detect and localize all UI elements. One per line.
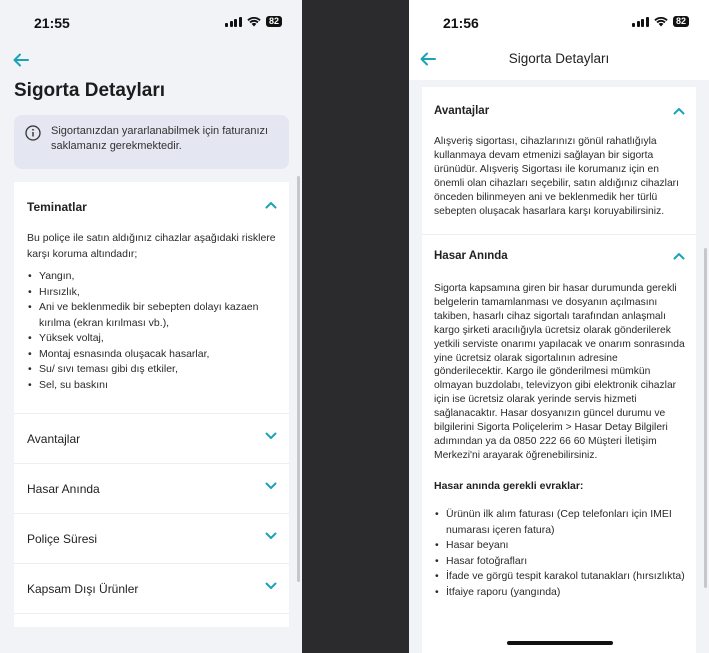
signal-icon <box>225 17 242 27</box>
list-item: • İtfaiye raporu (yangında) <box>434 585 688 601</box>
list-item: • Hasar beyanı <box>434 538 688 554</box>
navigation-bar <box>409 0 709 80</box>
list-item: • Yangın, <box>27 269 279 285</box>
status-time: 21:55 <box>34 15 70 31</box>
accordion-avantajlar <box>422 87 696 235</box>
accordion-avantajlar[interactable] <box>14 414 289 464</box>
back-arrow-icon[interactable] <box>12 52 30 68</box>
accordion-card <box>422 87 696 653</box>
accordion-title: Kapsam Dışı Ürünler <box>27 582 139 596</box>
chevron-down-icon[interactable] <box>265 482 277 490</box>
battery-icon: 82 <box>266 16 282 27</box>
wifi-icon <box>247 17 261 27</box>
signal-icon <box>632 17 649 27</box>
avantajlar-text: Alışveriş sigortası, cihazlarınızı gönül rahatlığıyla kullanmaya devam etmenizi sağlayan bir sigorta ürünüdür. Alışveriş Sigortası ile korumanız için en önemli olan cihazları seçebilir, satın aldığınız cihazları önceden bilinmeyen ani ve beklenmedik her türlü sebepten oluşacak hasarlara karşı koruyabilirsiniz. <box>434 136 679 217</box>
list-item: • Su/ sıvı teması gibi dış etkiler, <box>27 362 279 378</box>
page-title: Sigorta Detayları <box>14 80 165 101</box>
accordion-hasar-aninda <box>422 235 696 653</box>
info-icon <box>25 125 41 141</box>
accordion-title-teminatlar[interactable]: Teminatlar <box>27 200 87 214</box>
screen-left <box>0 0 302 653</box>
accordion-teminatlar <box>14 182 289 414</box>
info-banner <box>14 115 289 169</box>
scrollbar[interactable] <box>704 248 707 588</box>
list-item: • Montaj esnasında oluşacak hasarlar, <box>27 347 279 363</box>
docs-title: Hasar anında gerekli evraklar: <box>434 480 584 492</box>
list-item: • Yüksek voltaj, <box>27 331 279 347</box>
list-item: • Ürünün ilk alım faturası (Cep telefonları için IMEI numarası içeren fatura) <box>434 507 688 538</box>
chevron-down-icon[interactable] <box>265 532 277 540</box>
docs-list <box>434 507 688 600</box>
battery-icon: 82 <box>673 16 689 27</box>
chevron-up-icon[interactable] <box>673 107 685 115</box>
teminatlar-list <box>27 269 279 393</box>
chevron-up-icon[interactable] <box>673 252 685 260</box>
chevron-down-icon[interactable] <box>265 432 277 440</box>
screen-right <box>409 0 709 653</box>
wifi-icon <box>654 17 668 27</box>
status-time: 21:56 <box>443 15 479 31</box>
list-item: • Ani ve beklenmedik bir sebepten dolayı kazaen kırılma (ekran kırılması vb.), <box>27 300 279 331</box>
accordion-title-hasar[interactable]: Hasar Anında <box>434 250 508 262</box>
list-item: • Sel, su baskını <box>27 378 279 394</box>
accordion-title: Poliçe Süresi <box>27 532 98 546</box>
teminatlar-intro: Bu poliçe ile satın aldığınız cihazlar aşağıdaki risklere karşı koruma altındadır; <box>27 232 276 260</box>
status-bar <box>409 0 709 44</box>
chevron-up-icon[interactable] <box>265 201 277 209</box>
info-text: Sigortanızdan yararlanabilmek için faturanızı saklamanız gerekmektedir. <box>51 125 269 152</box>
accordion-police-suresi[interactable] <box>14 514 289 564</box>
accordion-card <box>14 182 289 627</box>
list-item: • Hasar fotoğrafları <box>434 554 688 570</box>
status-bar <box>0 0 302 44</box>
chevron-down-icon[interactable] <box>265 582 277 590</box>
list-item: • Hırsızlık, <box>27 285 279 301</box>
nav-title: Sigorta Detayları <box>508 51 610 66</box>
scrollbar[interactable] <box>297 176 300 582</box>
home-indicator[interactable] <box>507 641 613 645</box>
accordion-kapsam-disi[interactable] <box>14 564 289 614</box>
accordion-hasar-aninda[interactable] <box>14 464 289 514</box>
accordion-title: Hasar Anında <box>27 482 100 496</box>
accordion-title: Avantajlar <box>27 432 81 446</box>
hasar-text: Sigorta kapsamına giren bir hasar durumunda gerekli belgelerin tamamlanması ve dosyanın açılmasını takiben, hasarlı cihaz sigortalı tarafından anlaşmalı kargo şirketi aracılığıyla ücretsiz olarak gönderilerek yetkili serviste onarımı yapılacak ve onarım sonrasında yine ücretsiz olarak sigortalının adresine gönderilecektir. Kargo ile gönderilmesi mümkün olmayan buzdolabı, televizyon gibi elektronik cihazlar için ise ücretsiz olarak yerinde servis hizmeti sağlanacaktır. Hasar dosyanızın güncel durumu ve bilgilerini Sigorta Poliçelerim > Hasar Detay Bilgileri adımından ya da 0850 222 66 60 Müşteri İletişim Merkezi'ni arayarak öğrenebilirsiniz. <box>434 283 685 461</box>
list-item: • İfade ve görgü tespit karakol tutanakları (hırsızlıkta) <box>434 569 688 585</box>
accordion-title-avantajlar[interactable]: Avantajlar <box>434 105 490 117</box>
